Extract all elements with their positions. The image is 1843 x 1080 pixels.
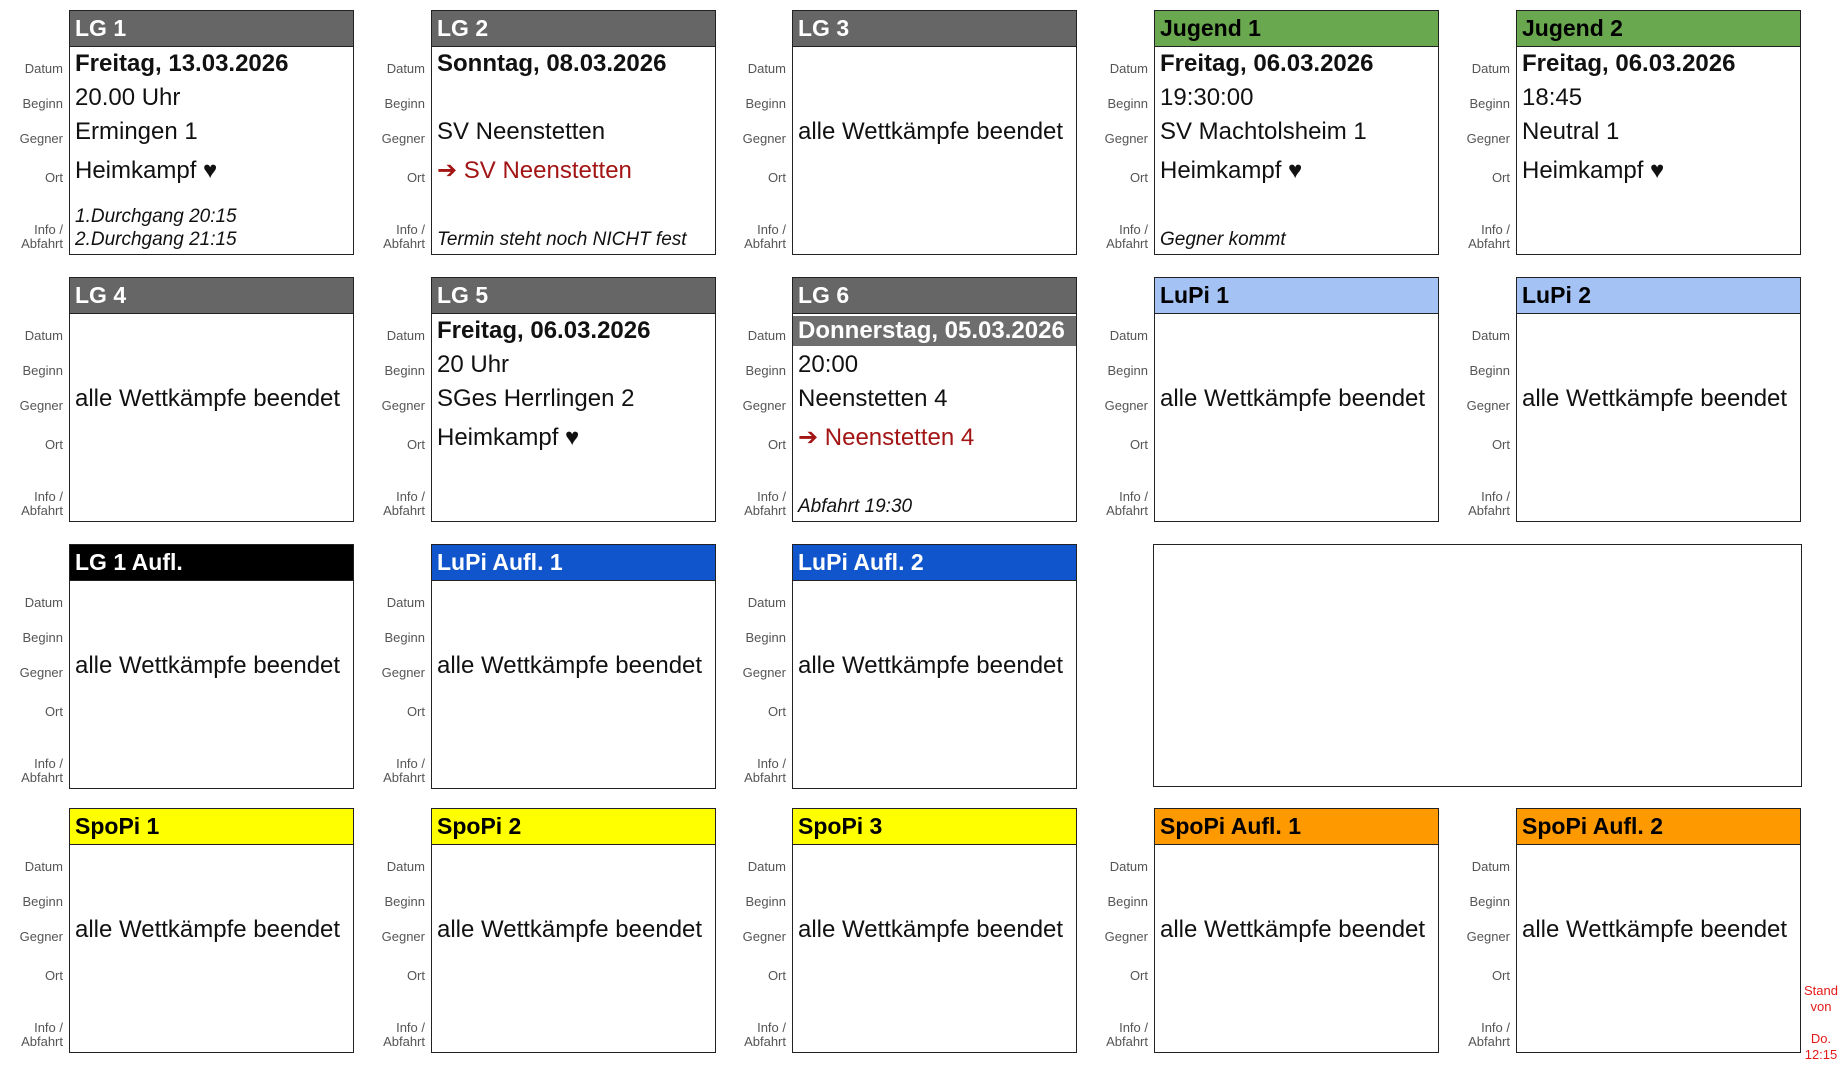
team-panel — [0, 808, 355, 1053]
match-start-time: 20.00 Uhr — [75, 84, 181, 111]
row-label-gegner: Gegner — [19, 929, 63, 944]
row-label-gegner: Gegner — [1466, 131, 1510, 146]
match-opponent: Ermingen 1 — [75, 118, 198, 145]
row-label-info-line1: Info / — [34, 489, 63, 504]
row-label-info-line2: Abfahrt — [21, 770, 63, 785]
match-date: Freitag, 06.03.2026 — [437, 317, 651, 344]
row-label-beginn: Beginn — [745, 363, 786, 378]
team-panel — [362, 544, 717, 789]
row-label-beginn: Beginn — [384, 363, 425, 378]
row-label-info-line1: Info / — [34, 1020, 63, 1035]
row-label-gegner: Gegner — [381, 665, 425, 680]
row-label-datum: Datum — [747, 859, 786, 874]
row-label-info-line2: Abfahrt — [1106, 503, 1148, 518]
team-name-header: LuPi Aufl. 2 — [793, 545, 1076, 581]
row-label-beginn: Beginn — [22, 630, 63, 645]
row-label-datum: Datum — [1109, 859, 1148, 874]
row-label-info-line2: Abfahrt — [383, 236, 425, 251]
row-label-info-line2: Abfahrt — [21, 236, 63, 251]
row-label-gegner: Gegner — [742, 665, 786, 680]
row-label-ort: Ort — [767, 704, 786, 719]
match-date: Freitag, 06.03.2026 — [1522, 50, 1736, 77]
row-label-ort: Ort — [767, 170, 786, 185]
team-name-header: LuPi Aufl. 1 — [432, 545, 715, 581]
team-name-header: SpoPi 3 — [793, 809, 1076, 845]
row-label-info-line2: Abfahrt — [1106, 236, 1148, 251]
row-label-info-line1: Info / — [1481, 1020, 1510, 1035]
row-labels — [1085, 808, 1151, 1053]
team-card — [431, 277, 716, 522]
row-label-beginn: Beginn — [22, 363, 63, 378]
row-label-ort: Ort — [406, 968, 425, 983]
row-label-datum: Datum — [24, 328, 63, 343]
team-name-header: Jugend 2 — [1517, 11, 1800, 47]
stamp-line: Stand — [1804, 983, 1838, 998]
row-label-info-line2: Abfahrt — [744, 770, 786, 785]
team-card — [431, 808, 716, 1053]
team-panel — [0, 544, 355, 789]
stamp-line — [1801, 1015, 1841, 1031]
row-label-beginn: Beginn — [1469, 363, 1510, 378]
row-label-datum: Datum — [386, 61, 425, 76]
row-label-info-line1: Info / — [396, 1020, 425, 1035]
row-label-beginn: Beginn — [745, 96, 786, 111]
match-info: Termin steht noch NICHT fest — [437, 229, 687, 250]
row-label-beginn: Beginn — [745, 630, 786, 645]
row-label-gegner: Gegner — [1104, 398, 1148, 413]
match-info: 1.Durchgang 20:15 — [75, 206, 237, 227]
match-opponent: alle Wettkämpfe beendet — [1522, 385, 1788, 412]
row-labels — [723, 544, 789, 789]
row-labels — [1085, 10, 1151, 255]
match-info: Abfahrt 19:30 — [798, 496, 913, 517]
stamp-line: 12:15 — [1804, 1047, 1838, 1062]
match-opponent: alle Wettkämpfe beendet — [798, 916, 1064, 943]
team-card — [69, 808, 354, 1053]
row-label-info-line2: Abfahrt — [1468, 503, 1510, 518]
row-labels — [362, 544, 428, 789]
row-label-datum: Datum — [24, 595, 63, 610]
team-name-header: LG 6 — [793, 278, 1076, 314]
team-card — [1516, 808, 1801, 1053]
row-label-datum: Datum — [386, 328, 425, 343]
team-panel — [723, 544, 1078, 789]
row-label-ort: Ort — [767, 437, 786, 452]
row-label-gegner: Gegner — [19, 398, 63, 413]
row-labels — [1447, 808, 1513, 1053]
row-label-ort: Ort — [406, 170, 425, 185]
match-opponent: Neenstetten 4 — [798, 385, 948, 412]
team-panel — [1085, 808, 1440, 1053]
match-opponent: SV Neenstetten — [437, 118, 606, 145]
row-label-ort: Ort — [1491, 437, 1510, 452]
team-card — [69, 544, 354, 789]
row-label-gegner: Gegner — [381, 398, 425, 413]
empty-panel — [1153, 544, 1802, 787]
team-card — [69, 10, 354, 255]
row-label-info-line2: Abfahrt — [744, 503, 786, 518]
row-label-beginn: Beginn — [1469, 96, 1510, 111]
row-label-info-line2: Abfahrt — [1468, 236, 1510, 251]
row-labels — [723, 277, 789, 522]
team-card — [1154, 277, 1439, 522]
team-name-header: LG 1 Aufl. — [70, 545, 353, 581]
row-label-gegner: Gegner — [381, 929, 425, 944]
row-label-ort: Ort — [44, 704, 63, 719]
row-label-gegner: Gegner — [742, 131, 786, 146]
row-label-info-line2: Abfahrt — [1468, 1034, 1510, 1049]
team-name-header: LG 2 — [432, 11, 715, 47]
row-label-gegner: Gegner — [1104, 929, 1148, 944]
team-card — [792, 277, 1077, 522]
row-label-gegner: Gegner — [19, 131, 63, 146]
row-label-datum: Datum — [1109, 328, 1148, 343]
row-label-datum: Datum — [24, 61, 63, 76]
team-panel — [723, 277, 1078, 522]
team-card — [1516, 10, 1801, 255]
match-location: Heimkampf ♥ — [437, 424, 580, 451]
match-opponent: alle Wettkämpfe beendet — [1522, 916, 1788, 943]
team-panel — [1447, 808, 1802, 1053]
row-label-beginn: Beginn — [1469, 894, 1510, 909]
match-info: 2.Durchgang 21:15 — [75, 229, 237, 250]
team-name-header: LuPi 1 — [1155, 278, 1438, 314]
match-opponent: Neutral 1 — [1522, 118, 1620, 145]
row-label-info-line1: Info / — [1481, 222, 1510, 237]
row-label-ort: Ort — [767, 968, 786, 983]
row-label-beginn: Beginn — [1107, 894, 1148, 909]
row-labels — [723, 808, 789, 1053]
team-panel — [1447, 277, 1802, 522]
team-name-header: SpoPi Aufl. 2 — [1517, 809, 1800, 845]
match-opponent: alle Wettkämpfe beendet — [1160, 916, 1426, 943]
row-label-info-line1: Info / — [34, 222, 63, 237]
row-label-beginn: Beginn — [1107, 96, 1148, 111]
team-name-header: SpoPi Aufl. 1 — [1155, 809, 1438, 845]
row-label-ort: Ort — [1129, 968, 1148, 983]
team-panel — [362, 10, 717, 255]
team-name-header: LG 3 — [793, 11, 1076, 47]
row-labels — [362, 808, 428, 1053]
row-label-beginn: Beginn — [745, 894, 786, 909]
row-label-info-line1: Info / — [1119, 1020, 1148, 1035]
row-label-datum: Datum — [747, 61, 786, 76]
match-opponent: alle Wettkämpfe beendet — [798, 652, 1064, 679]
row-label-datum: Datum — [386, 595, 425, 610]
team-panel — [362, 277, 717, 522]
team-panel — [723, 808, 1078, 1053]
match-start-time: 19:30:00 — [1160, 84, 1254, 111]
match-date: Freitag, 13.03.2026 — [75, 50, 289, 77]
team-name-header: LG 5 — [432, 278, 715, 314]
team-card — [431, 10, 716, 255]
row-label-ort: Ort — [1491, 968, 1510, 983]
row-labels — [0, 544, 66, 789]
team-card — [792, 808, 1077, 1053]
row-labels — [1447, 10, 1513, 255]
row-labels — [1085, 277, 1151, 522]
row-label-info-line2: Abfahrt — [744, 236, 786, 251]
row-label-datum: Datum — [1109, 61, 1148, 76]
row-labels — [723, 10, 789, 255]
row-labels — [0, 277, 66, 522]
row-label-beginn: Beginn — [384, 630, 425, 645]
team-name-header: SpoPi 1 — [70, 809, 353, 845]
row-label-gegner: Gegner — [742, 398, 786, 413]
match-opponent: alle Wettkämpfe beendet — [75, 385, 341, 412]
match-opponent: alle Wettkämpfe beendet — [75, 916, 341, 943]
match-start-time: 18:45 — [1522, 84, 1583, 111]
team-card — [792, 544, 1077, 789]
row-label-gegner: Gegner — [1104, 131, 1148, 146]
stamp-line: Do. — [1810, 1031, 1832, 1046]
team-name-header: LG 4 — [70, 278, 353, 314]
row-label-info-line2: Abfahrt — [383, 1034, 425, 1049]
timestamp-stamp — [1801, 983, 1841, 1063]
match-date: Sonntag, 08.03.2026 — [437, 50, 667, 77]
team-panel — [1085, 277, 1440, 522]
row-label-ort: Ort — [1491, 170, 1510, 185]
match-opponent: alle Wettkämpfe beendet — [75, 652, 341, 679]
row-label-info-line2: Abfahrt — [1106, 1034, 1148, 1049]
row-label-info-line2: Abfahrt — [21, 1034, 63, 1049]
row-label-gegner: Gegner — [1466, 929, 1510, 944]
row-label-beginn: Beginn — [1107, 363, 1148, 378]
match-location: Heimkampf ♥ — [1522, 157, 1665, 184]
row-label-datum: Datum — [747, 595, 786, 610]
team-panel — [1447, 10, 1802, 255]
match-location: ➔ SV Neenstetten — [437, 157, 632, 184]
row-label-gegner: Gegner — [1466, 398, 1510, 413]
row-label-info-line1: Info / — [1481, 489, 1510, 504]
row-labels — [0, 808, 66, 1053]
match-date: Freitag, 06.03.2026 — [1160, 50, 1374, 77]
row-label-ort: Ort — [44, 170, 63, 185]
team-panel — [0, 10, 355, 255]
row-label-datum: Datum — [1471, 859, 1510, 874]
row-label-datum: Datum — [1471, 61, 1510, 76]
row-label-datum: Datum — [1471, 328, 1510, 343]
row-label-gegner: Gegner — [742, 929, 786, 944]
match-opponent: alle Wettkämpfe beendet — [437, 916, 703, 943]
team-card — [1154, 808, 1439, 1053]
match-start-time: 20 Uhr — [437, 351, 510, 378]
team-name-header: LuPi 2 — [1517, 278, 1800, 314]
match-opponent: alle Wettkämpfe beendet — [1160, 385, 1426, 412]
row-label-datum: Datum — [386, 859, 425, 874]
row-label-beginn: Beginn — [22, 894, 63, 909]
team-card — [69, 277, 354, 522]
row-label-info-line1: Info / — [396, 489, 425, 504]
match-info: Gegner kommt — [1160, 229, 1286, 250]
row-label-info-line1: Info / — [396, 756, 425, 771]
match-start-time: 20:00 — [798, 351, 859, 378]
match-opponent: alle Wettkämpfe beendet — [798, 118, 1064, 145]
match-location: ➔ Neenstetten 4 — [798, 424, 975, 451]
row-labels — [362, 10, 428, 255]
row-label-info-line1: Info / — [757, 1020, 786, 1035]
row-label-beginn: Beginn — [384, 894, 425, 909]
row-label-ort: Ort — [1129, 437, 1148, 452]
match-location: Heimkampf ♥ — [1160, 157, 1303, 184]
row-label-info-line2: Abfahrt — [21, 503, 63, 518]
row-labels — [0, 10, 66, 255]
row-label-beginn: Beginn — [22, 96, 63, 111]
row-label-info-line2: Abfahrt — [383, 503, 425, 518]
team-panel — [0, 277, 355, 522]
row-label-gegner: Gegner — [381, 131, 425, 146]
team-panel — [362, 808, 717, 1053]
row-label-ort: Ort — [406, 704, 425, 719]
match-location: Heimkampf ♥ — [75, 157, 218, 184]
row-label-info-line1: Info / — [757, 756, 786, 771]
team-card — [792, 10, 1077, 255]
row-label-gegner: Gegner — [19, 665, 63, 680]
team-card — [1154, 10, 1439, 255]
row-labels — [362, 277, 428, 522]
row-label-info-line1: Info / — [757, 489, 786, 504]
row-label-info-line2: Abfahrt — [744, 1034, 786, 1049]
team-panel — [1085, 10, 1440, 255]
team-name-header: Jugend 1 — [1155, 11, 1438, 47]
team-name-header: SpoPi 2 — [432, 809, 715, 845]
row-label-info-line1: Info / — [396, 222, 425, 237]
row-label-info-line1: Info / — [34, 756, 63, 771]
stamp-line: von — [1810, 999, 1832, 1014]
team-card — [1516, 277, 1801, 522]
row-label-info-line1: Info / — [1119, 222, 1148, 237]
match-opponent: alle Wettkämpfe beendet — [437, 652, 703, 679]
row-label-ort: Ort — [44, 968, 63, 983]
team-card — [431, 544, 716, 789]
row-label-datum: Datum — [24, 859, 63, 874]
row-labels — [1447, 277, 1513, 522]
team-panel — [723, 10, 1078, 255]
match-opponent: SGes Herrlingen 2 — [437, 385, 635, 412]
row-label-beginn: Beginn — [384, 96, 425, 111]
row-label-info-line1: Info / — [1119, 489, 1148, 504]
row-label-ort: Ort — [406, 437, 425, 452]
row-label-ort: Ort — [44, 437, 63, 452]
row-label-info-line1: Info / — [757, 222, 786, 237]
team-name-header: LG 1 — [70, 11, 353, 47]
match-opponent: SV Machtolsheim 1 — [1160, 118, 1367, 145]
row-label-info-line2: Abfahrt — [383, 770, 425, 785]
match-date: Donnerstag, 05.03.2026 — [793, 316, 1076, 346]
row-label-datum: Datum — [747, 328, 786, 343]
row-label-ort: Ort — [1129, 170, 1148, 185]
